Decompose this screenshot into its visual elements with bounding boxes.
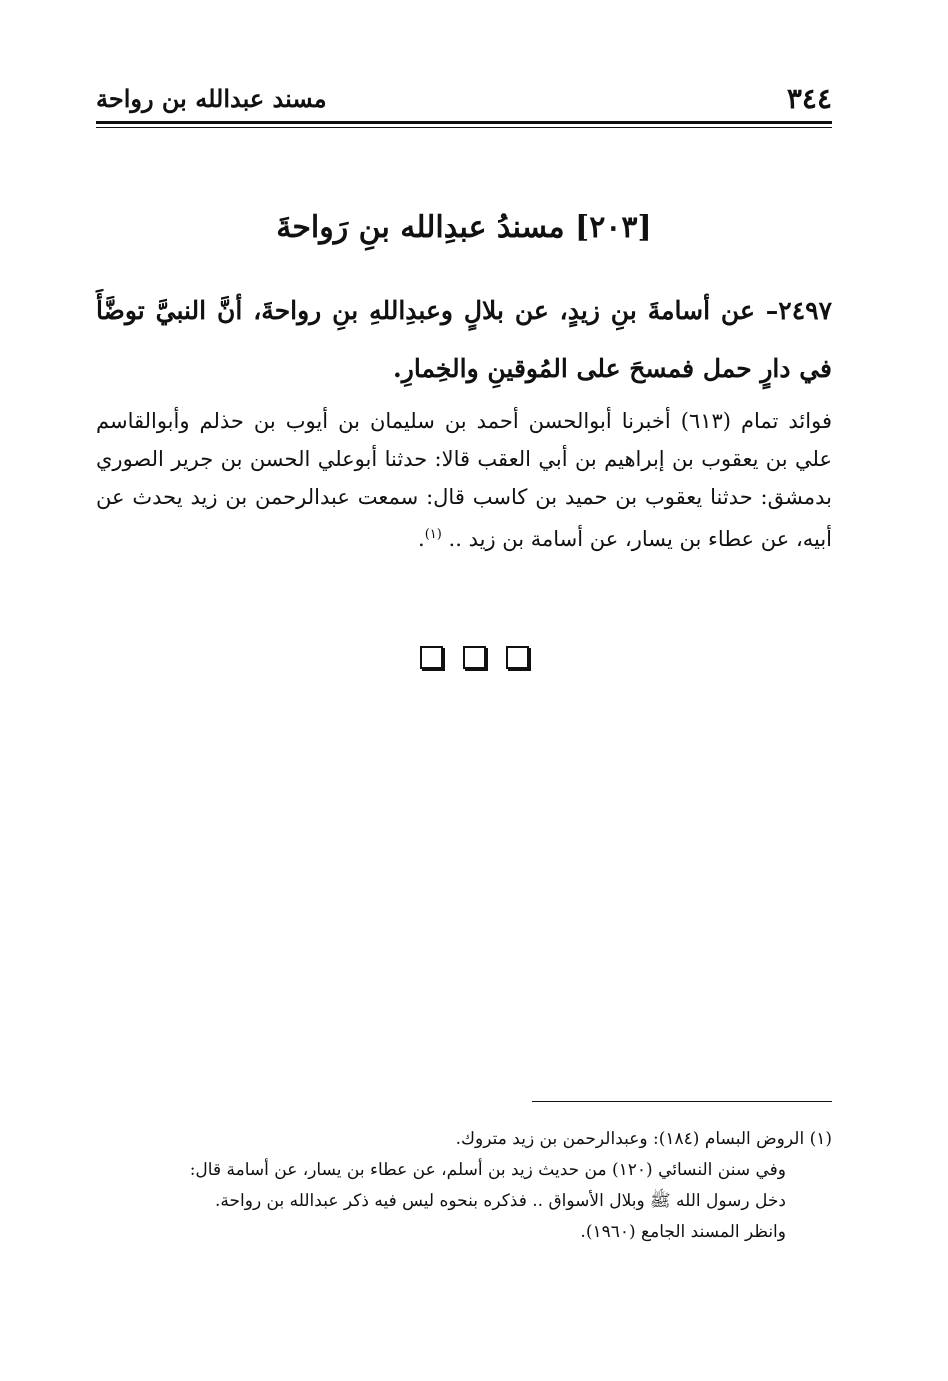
header-rule-thin	[96, 127, 832, 128]
source-paragraph	[96, 402, 832, 558]
source-end: .	[418, 527, 425, 551]
header-rule-thick	[96, 121, 832, 124]
page-header	[96, 78, 832, 118]
footnote-line: وفي سنن النسائي (١٢٠) من حديث زيد بن أسلم، عن عطاء بن يسار، عن أسامة قال:	[189, 1160, 786, 1180]
square-ornament-icon	[463, 646, 486, 669]
footnote-separator	[532, 1101, 832, 1102]
footnote-line: (١) الروض البسام (١٨٤): وعبدالرحمن بن زيد متروك.	[455, 1129, 832, 1149]
hadith-text: ٢٤٩٧– عن أسامةَ بنِ زيدٍ، عن بلالٍ وعبدِاللهِ بنِ رواحةَ، أنَّ النبيَّ توضَّأَ في دارٍ حمل فمسحَ على المُوقينِ والخِمارِ.	[96, 296, 832, 383]
square-ornament-icon	[506, 646, 529, 669]
square-ornament-icon	[420, 646, 443, 669]
section-title: [٢٠٣] مسندُ عبدِالله بنِ رَواحةَ	[276, 210, 652, 245]
footnote-line: دخل رسول الله ﷺ وبلال الأسواق .. فذكره بنحوه ليس فيه ذكر عبدالله بن رواحة.	[214, 1191, 786, 1211]
footnote-line: وانظر المسند الجامع (١٩٦٠).	[580, 1222, 786, 1242]
section-end-marks	[0, 646, 948, 669]
footnote-reference: (١)	[424, 527, 442, 542]
running-title: مسند عبدالله بن رواحة	[96, 84, 327, 113]
page-number: ٣٤٤	[786, 82, 832, 115]
footnotes	[96, 1124, 832, 1248]
source-text: فوائد تمام (٦١٣) أخبرنا أبوالحسن أحمد بن سليمان بن أيوب بن حذلم وأبوالقاسم علي بن يعقوب بن إبراهيم بن أبي العقب قالا: حدثنا أبوعلي الحسن بن جرير الصوري بدمشق: حدثنا يعقوب بن حميد بن كاسب قال: سمعت عبدالرحمن بن زيد يحدث عن أبيه، عن عطاء بن يسار، عن أسامة بن زيد ..	[96, 409, 832, 551]
